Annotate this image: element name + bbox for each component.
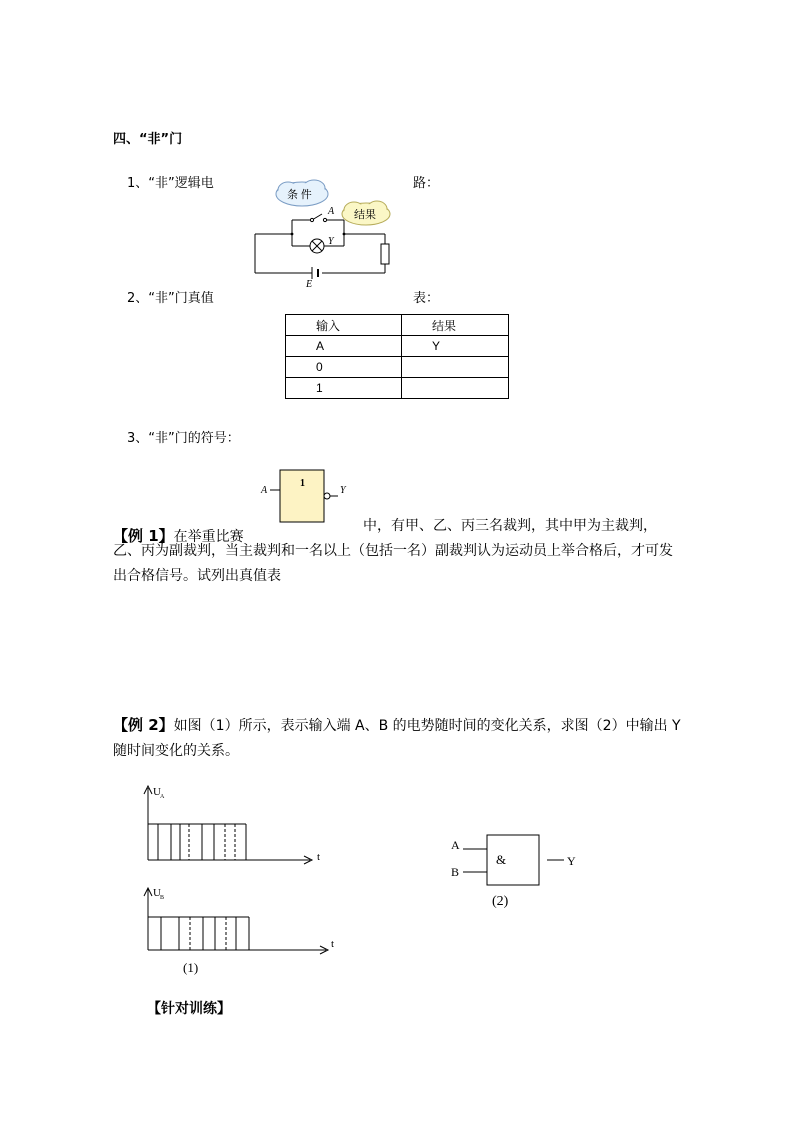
not-gate-symbol-1: 1: [300, 478, 305, 489]
example2-text: 如图（1）所示，表示输入端 A、B 的电势随时间的变化关系，求图（2）中输出 Y 随时间变化的关系。: [113, 718, 681, 759]
ua-t-label: t: [317, 851, 321, 863]
table-cell: 0: [286, 357, 402, 378]
training-heading: 【针对训练】: [147, 1001, 231, 1017]
table-header-row: [286, 315, 509, 336]
ua-subscript: A: [160, 794, 165, 800]
ub-label: U: [153, 887, 161, 899]
truth-table: [285, 314, 509, 399]
table-row: [286, 357, 509, 378]
ua-label: U: [153, 786, 161, 798]
table-cell: A: [286, 336, 402, 357]
and-gate-input-a: A: [451, 838, 460, 852]
example2-tag: 【例 2】: [113, 716, 174, 734]
item1-tail: 路：: [413, 176, 440, 191]
circuit-label-y: Y: [328, 236, 334, 247]
section-title: 四、“非”门: [113, 132, 183, 147]
figure-1-waveforms: [128, 780, 348, 980]
item3-label: 3、“非”门的符号：: [127, 431, 240, 446]
table-row: [286, 336, 509, 357]
result-cloud-text: 结果: [354, 209, 376, 221]
item2-tail: 表：: [413, 291, 440, 306]
table-row: [286, 378, 509, 399]
item1-label: 1、“非”逻辑电: [127, 176, 214, 191]
circuit-label-e: E: [306, 279, 313, 290]
circuit-label-a: A: [328, 206, 335, 217]
example2-paragraph: [113, 713, 683, 764]
example1-tag: 【例 1】: [113, 527, 174, 545]
table-cell: 1: [286, 378, 402, 399]
table-cell: [402, 378, 509, 399]
figure-1-caption: (1): [183, 960, 199, 975]
and-gate-input-b: B: [451, 865, 460, 879]
and-gate-symbol: &: [496, 852, 507, 867]
table-header: 输入: [286, 315, 402, 336]
table-cell: Y: [402, 336, 509, 357]
ub-subscript: B: [160, 895, 165, 901]
figure-2-and-gate: [445, 826, 585, 916]
example1-text-start: 在举重比赛: [173, 529, 244, 545]
item2-label: 2、“非”门真值: [127, 291, 214, 306]
result-cloud: [342, 201, 390, 225]
ub-t-label: t: [331, 938, 335, 950]
not-gate-output-y: Y: [340, 485, 346, 496]
not-circuit-diagram: [250, 178, 400, 290]
example1-text-rest: 中，有甲、乙、丙三名裁判，其中甲为主裁判，乙、丙为副裁判，当主裁判和一名以上（包括一名）副裁判认为运动员上举合格后，才可发出合格信号。试列出真值表: [113, 518, 673, 584]
not-gate-input-a: A: [261, 485, 268, 496]
and-gate-output-y: Y: [567, 854, 576, 868]
condition-cloud: [276, 180, 328, 206]
table-cell: [402, 357, 509, 378]
table-header: 结果: [402, 315, 509, 336]
condition-cloud-text: 条 件: [287, 189, 312, 201]
figure-2-caption: (2): [492, 894, 509, 909]
